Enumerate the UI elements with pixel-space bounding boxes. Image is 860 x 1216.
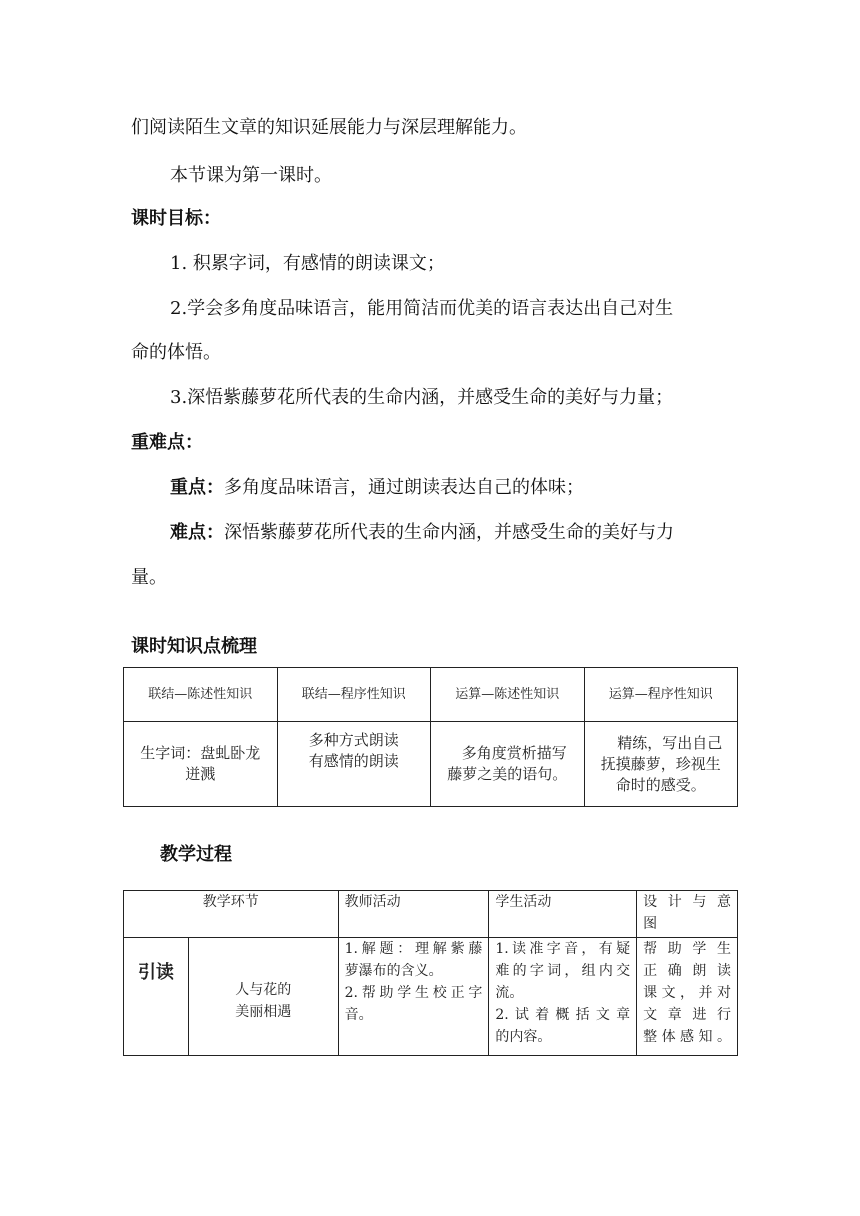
cell-line: 迸溅: [185, 765, 216, 783]
key-point-text: 多角度品味语言，通过朗读表达自己的体味；: [224, 477, 584, 498]
knowledge-heading: 课时知识点梳理: [131, 636, 257, 657]
cell-line: 流。: [495, 985, 524, 1001]
process-stage-cell: [124, 938, 189, 1056]
cell-line: 美丽相遇: [235, 1003, 292, 1020]
goal-3: 3.深悟紫藤萝花所代表的生命内涵，并感受生命的美好与力量；: [170, 387, 674, 408]
paragraph-lesson-period: 本节课为第一课时。: [170, 165, 332, 186]
process-header-design: [637, 891, 738, 938]
goal-2-line-1: 2.学会多角度品味语言，能用简洁而优美的语言表达出自己对生: [170, 298, 674, 319]
knowledge-table-row: [124, 722, 738, 807]
cell-line: 1.解题：理解紫藤: [344, 941, 483, 957]
process-header-stage: [124, 891, 339, 938]
cell-line: 2.帮助学生校正字: [344, 985, 483, 1001]
cell-line: 整体感知。: [643, 1029, 731, 1045]
process-substage-cell: [188, 938, 338, 1056]
cell-line: 萝瀑布的含义。: [344, 963, 443, 979]
knowledge-cell: [431, 722, 585, 807]
cell-line: 2.试着概括文章: [495, 1007, 631, 1023]
process-table-header-row: [124, 891, 738, 938]
knowledge-cell: [584, 722, 738, 807]
cell-line: 1.读准字音，有疑: [495, 941, 631, 957]
key-point: [170, 473, 770, 503]
key-points-heading: 重难点：: [131, 432, 203, 453]
process-heading: 教学过程: [160, 844, 232, 865]
knowledge-header-cell: 联结—程序性知识: [277, 668, 431, 722]
cell-line: 生字词：盘虬卧龙: [140, 744, 261, 762]
knowledge-header-cell: 运算—程序性知识: [584, 668, 738, 722]
process-teacher-cell: [338, 938, 489, 1056]
cell-line: 课文，并对: [643, 985, 731, 1001]
cell-line: 命时的感受。: [615, 775, 706, 794]
cell-line: 人与花的: [235, 981, 292, 998]
goal-2-line-2: 命的体悟。: [131, 342, 221, 363]
process-student-cell: [489, 938, 637, 1056]
stage-label: 引读: [137, 962, 174, 983]
process-header-teacher: [338, 891, 489, 938]
cell-line: 帮助学生: [643, 941, 731, 957]
difficult-point: [170, 518, 770, 548]
cell-line: 正确朗读: [643, 963, 731, 979]
cell-line: 文章进行: [643, 1007, 731, 1023]
knowledge-header-cell: 联结—陈述性知识: [124, 668, 278, 722]
cell-line: 精练，写出自己: [617, 733, 723, 752]
cell-line: 有感情的朗读: [308, 752, 399, 770]
cell-line: 抚摸藤萝，珍视生: [600, 754, 721, 773]
difficult-point-label: 难点：: [170, 522, 224, 543]
cell-line: 多角度赏析描写: [461, 744, 567, 762]
cell-line: 的内容。: [495, 1029, 552, 1045]
knowledge-header-cell: 运算—陈述性知识: [431, 668, 585, 722]
process-table-row: [124, 938, 738, 1056]
process-table: [123, 890, 738, 1056]
process-design-cell: [637, 938, 738, 1056]
paragraph-continuation: 们阅读陌生文章的知识延展能力与深层理解能力。: [131, 117, 527, 138]
goal-1: 1. 积累字词，有感情的朗读课文；: [170, 253, 445, 274]
goals-heading: 课时目标：: [131, 208, 221, 229]
header-text: 教学环节: [202, 894, 259, 910]
knowledge-table-header-row: [124, 668, 738, 722]
difficult-point-line-2: 量。: [131, 567, 167, 588]
header-line: 设计与意: [643, 894, 731, 910]
header-text: 学生活动: [495, 894, 552, 910]
header-line: 图: [643, 916, 658, 932]
cell-line: 音。: [344, 1007, 373, 1023]
key-point-label: 重点：: [170, 477, 224, 498]
cell-line: 藤萝之美的语句。: [447, 765, 568, 783]
header-text: 教师活动: [344, 894, 401, 910]
cell-line: 难的字词，组内交: [495, 963, 631, 979]
knowledge-cell: [277, 722, 431, 807]
knowledge-cell: [124, 722, 278, 807]
knowledge-table: [123, 667, 738, 807]
cell-line: 多种方式朗读: [308, 731, 399, 749]
process-header-student: [489, 891, 637, 938]
difficult-point-text: 深悟紫藤萝花所代表的生命内涵，并感受生命的美好与力: [224, 522, 674, 543]
